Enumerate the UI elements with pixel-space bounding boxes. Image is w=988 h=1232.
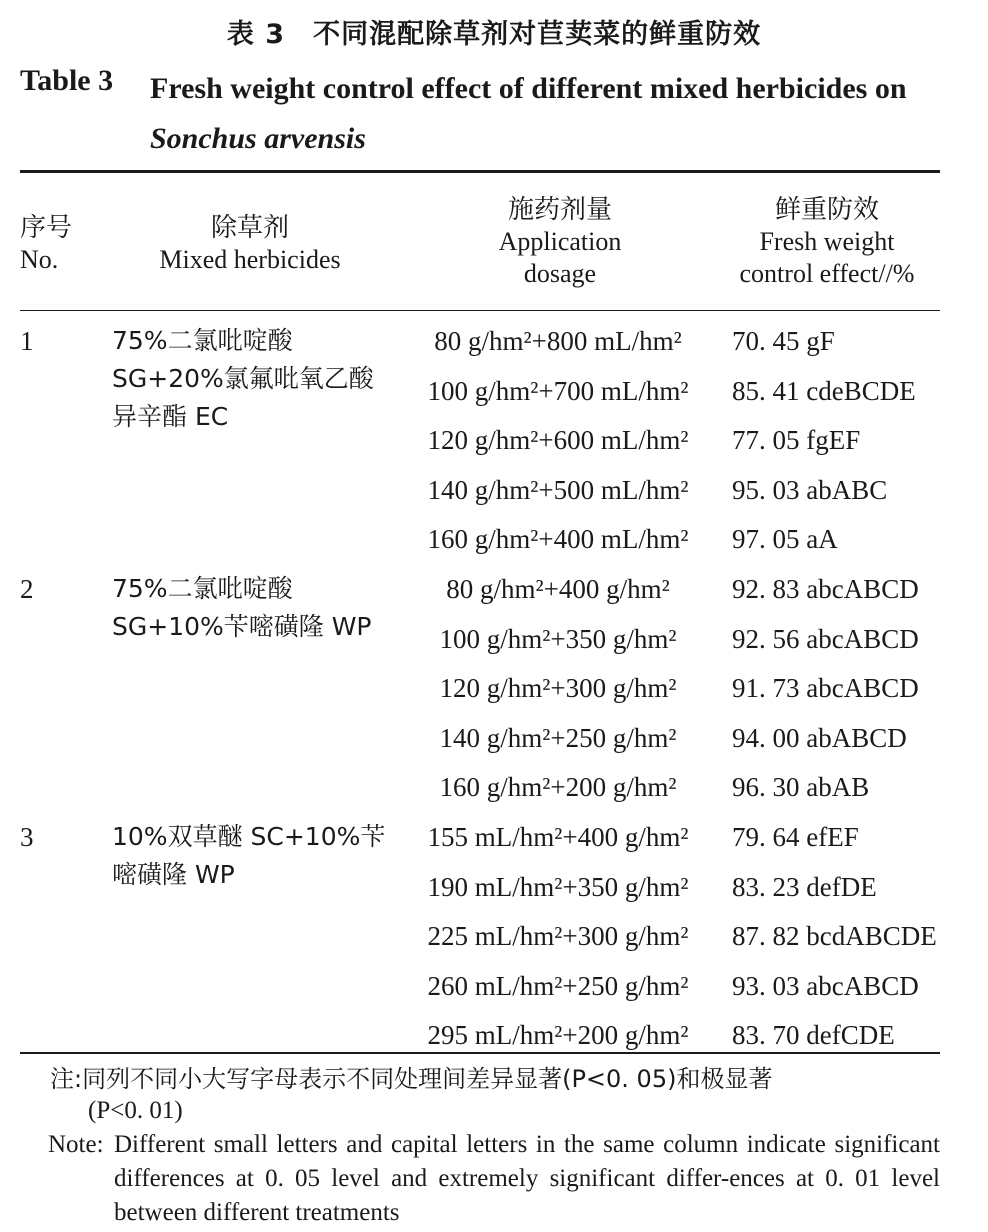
effect-cell: 95. 03 abABC [732,474,888,505]
dosage-cell: 120 g/hm²+300 g/hm² [439,673,677,704]
table-title-en-text: Fresh weight control effect of different mixed herbicides on [150,72,907,105]
dosage-cell: 190 mL/hm²+350 g/hm² [427,871,689,902]
header-dosage [440,194,680,290]
effect-cell: 91. 73 abcABCD [732,673,919,704]
dosage-cell: 140 g/hm²+500 mL/hm² [427,474,689,505]
dosage-cell: 80 g/hm²+400 g/hm² [446,574,670,604]
effect-cell: 92. 83 abcABCD [732,574,919,604]
header-dosage-en1: Application [498,227,622,256]
herbicide-name: 75%二氯吡啶酸 SG+20%氯氟吡氧乙酸异辛酯 EC [112,326,374,431]
header-herbicide [150,212,350,276]
effect-cell: 83. 70 defCDE [732,1020,895,1051]
header-no-en: No. [20,245,59,274]
table-label-en: Table 3 [20,64,114,97]
header-effect [722,194,932,290]
dosage-cell: 260 mL/hm²+250 g/hm² [427,970,689,1001]
dosage-cell: 225 mL/hm²+300 g/hm² [427,921,689,952]
dosage-cell: 120 g/hm²+600 mL/hm² [427,425,689,456]
table-bottom-rule [20,1052,940,1054]
effect-cell: 70. 45 gF [732,326,835,356]
note-en-text: Different small letters and capital letters in the same column indicate significant differences at 0. 05 level and extremely significant differ-ences at 0. 01 level between different treatments [114,1131,940,1226]
herbicide-name: 10%双草醚 SC+10%苄嘧磺隆 WP [112,822,386,889]
dosage-cell: 80 g/hm²+800 mL/hm² [434,326,682,356]
effect-cell: 97. 05 aA [732,524,838,555]
note-en-label: Note: [48,1131,104,1158]
effect-cell: 93. 03 abcABCD [732,970,919,1001]
table-title-en-species: Sonchus arvensis [150,122,366,155]
dosage-cell: 100 g/hm²+350 g/hm² [439,623,677,654]
header-effect-cn: 鲜重防效 [774,195,879,225]
table-top-rule [20,170,940,173]
row-number: 2 [20,574,34,604]
header-dosage-cn: 施药剂量 [507,195,612,225]
row-number: 1 [20,326,34,356]
dosage-cell: 155 mL/hm²+400 g/hm² [427,822,689,852]
effect-cell: 96. 30 abAB [732,772,870,803]
effect-cell: 92. 56 abcABCD [732,623,919,654]
table-title-en [150,64,940,164]
effect-cell: 85. 41 cdeBCDE [732,375,916,406]
header-effect-en1: Fresh weight [759,227,895,256]
header-no [20,212,72,276]
effect-cell: 83. 23 defDE [732,871,877,902]
dosage-cell: 100 g/hm²+700 mL/hm² [427,375,689,406]
header-effect-en2: control effect//% [739,259,915,288]
effect-cell: 94. 00 abABCD [732,722,907,753]
header-rule [20,310,940,311]
header-no-cn: 序号 [20,213,73,243]
dosage-cell: 160 g/hm²+400 mL/hm² [427,524,689,555]
dosage-cell: 295 mL/hm²+200 g/hm² [427,1020,689,1051]
effect-cell: 77. 05 fgEF [732,425,861,456]
row-number: 3 [20,822,34,852]
effect-cell: 79. 64 efEF [732,822,859,852]
table-title-cn: 表 3 不同混配除草剂对苣荬菜的鲜重防效 [226,19,762,50]
effect-cell: 87. 82 bcdABCDE [732,921,937,952]
herbicide-name: 75%二氯吡啶酸 SG+10%苄嘧磺隆 WP [112,574,372,641]
note-cn-line1: 注:同列不同小大写字母表示不同处理间差异显著(P<0. 05)和极显著 [50,1065,773,1093]
dosage-cell: 140 g/hm²+250 g/hm² [439,722,677,753]
header-herbicide-cn: 除草剂 [210,213,289,243]
note-cn-line2: (P<0. 01) [88,1097,183,1124]
header-herbicide-en: Mixed herbicides [159,245,341,274]
header-dosage-en2: dosage [523,259,597,288]
dosage-cell: 160 g/hm²+200 g/hm² [439,772,677,803]
